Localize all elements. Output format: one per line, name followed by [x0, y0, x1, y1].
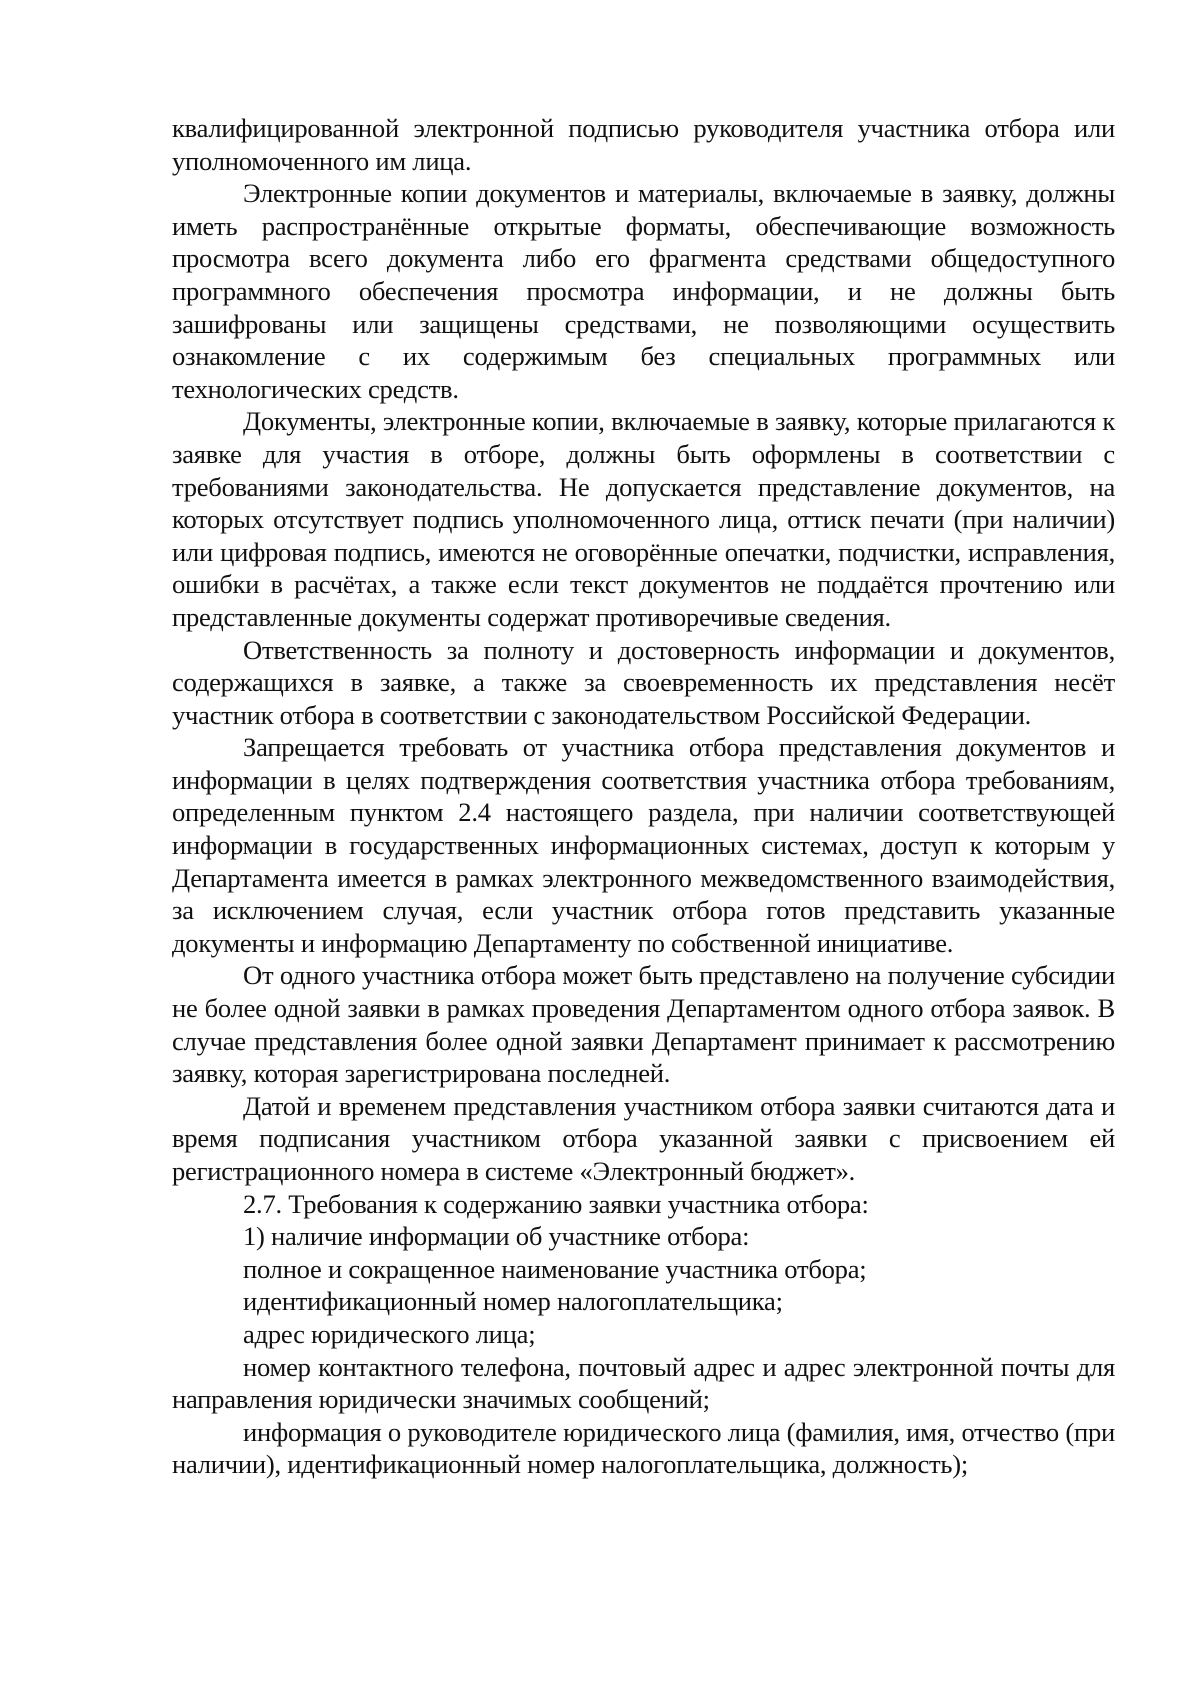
paragraph-signature-continuation: квалифицированной электронной подписью руководителя участника отбора или уполномоченного им лица. [172, 113, 1115, 176]
list-item-head-info: информация о руководителе юридического лица (фамилия, имя, отчество (при наличии), идентификационный номер налогоплательщика, должность); [172, 1416, 1115, 1480]
section-heading-2-7: 2.7. Требования к содержанию заявки участника отбора: [243, 1188, 869, 1219]
paragraph-document-requirements: Документы, электронные копии, включаемые в заявку, которые прилагаются к заявке для участия в отборе, должны быть оформлены в соответствии с требованиями законодательства. Не допускается представление документов, на которых отсутствует подпись уполномоченного лица, оттиск печати (при наличии) или цифровая подпись, имеются не оговорённые опечатки, подчистки, исправления, ошибки в расчётах, а также если текст документов не поддаётся прочтению или представленные документы содержат противоречивые сведения. [172, 406, 1115, 632]
list-item-legal-address: адрес юридического лица; [243, 1318, 536, 1349]
paragraph-submission-date: Датой и временем представления участником отбора заявки считаются дата и время подписания участником отбора указанной заявки с присвоением ей регистрационного номера в системе «Электронный бюджет». [172, 1090, 1115, 1186]
paragraph-responsibility: Ответственность за полноту и достоверность информации и документов, содержащихся в заявке, а также за своевременность их представления несёт участник отбора в соответствии с законодательством Российской Федерации. [172, 634, 1115, 730]
list-item-1: 1) наличие информации об участнике отбора: [243, 1221, 750, 1252]
paragraph-prohibition: Запрещается требовать от участника отбора представления документов и информации в целях подтверждения соответствия участника отбора требованиям, определенным пунктом 2.4 настоящего раздела, при наличии соответствующей информации в государственных информационных системах, доступ к которым у Департамента имеется в рамках электронного межведомственного взаимодействия, за исключением случая, если участник отбора готов представить указанные документы и информацию Департаменту по собственной инициативе. [172, 732, 1115, 958]
list-item-contacts: номер контактного телефона, почтовый адрес и адрес электронной почты для направления юридически значимых сообщений; [172, 1351, 1115, 1415]
document-body [172, 112, 1115, 1481]
list-item-full-name: полное и сокращенное наименование участника отбора; [243, 1253, 867, 1284]
list-item-inn: идентификационный номер налогоплательщика; [243, 1286, 783, 1317]
paragraph-electronic-copies-formats: Электронные копии документов и материалы, включаемые в заявку, должны иметь распространённые открытые форматы, обеспечивающие возможность просмотра всего документа либо его фрагмента средствами общедоступного программного обеспечения просмотра информации, и не должны быть зашифрованы или защищены средствами, не позволяющими осуществить ознакомление с их содержимым без специальных программных или технологических средств. [172, 178, 1115, 404]
paragraph-single-application: От одного участника отбора может быть представлено на получение субсидии не более одной заявки в рамках проведения Департаментом одного отбора заявок. В случае представления более одной заявки Департамент принимает к рассмотрению заявку, которая зарегистрирована последней. [172, 960, 1115, 1089]
